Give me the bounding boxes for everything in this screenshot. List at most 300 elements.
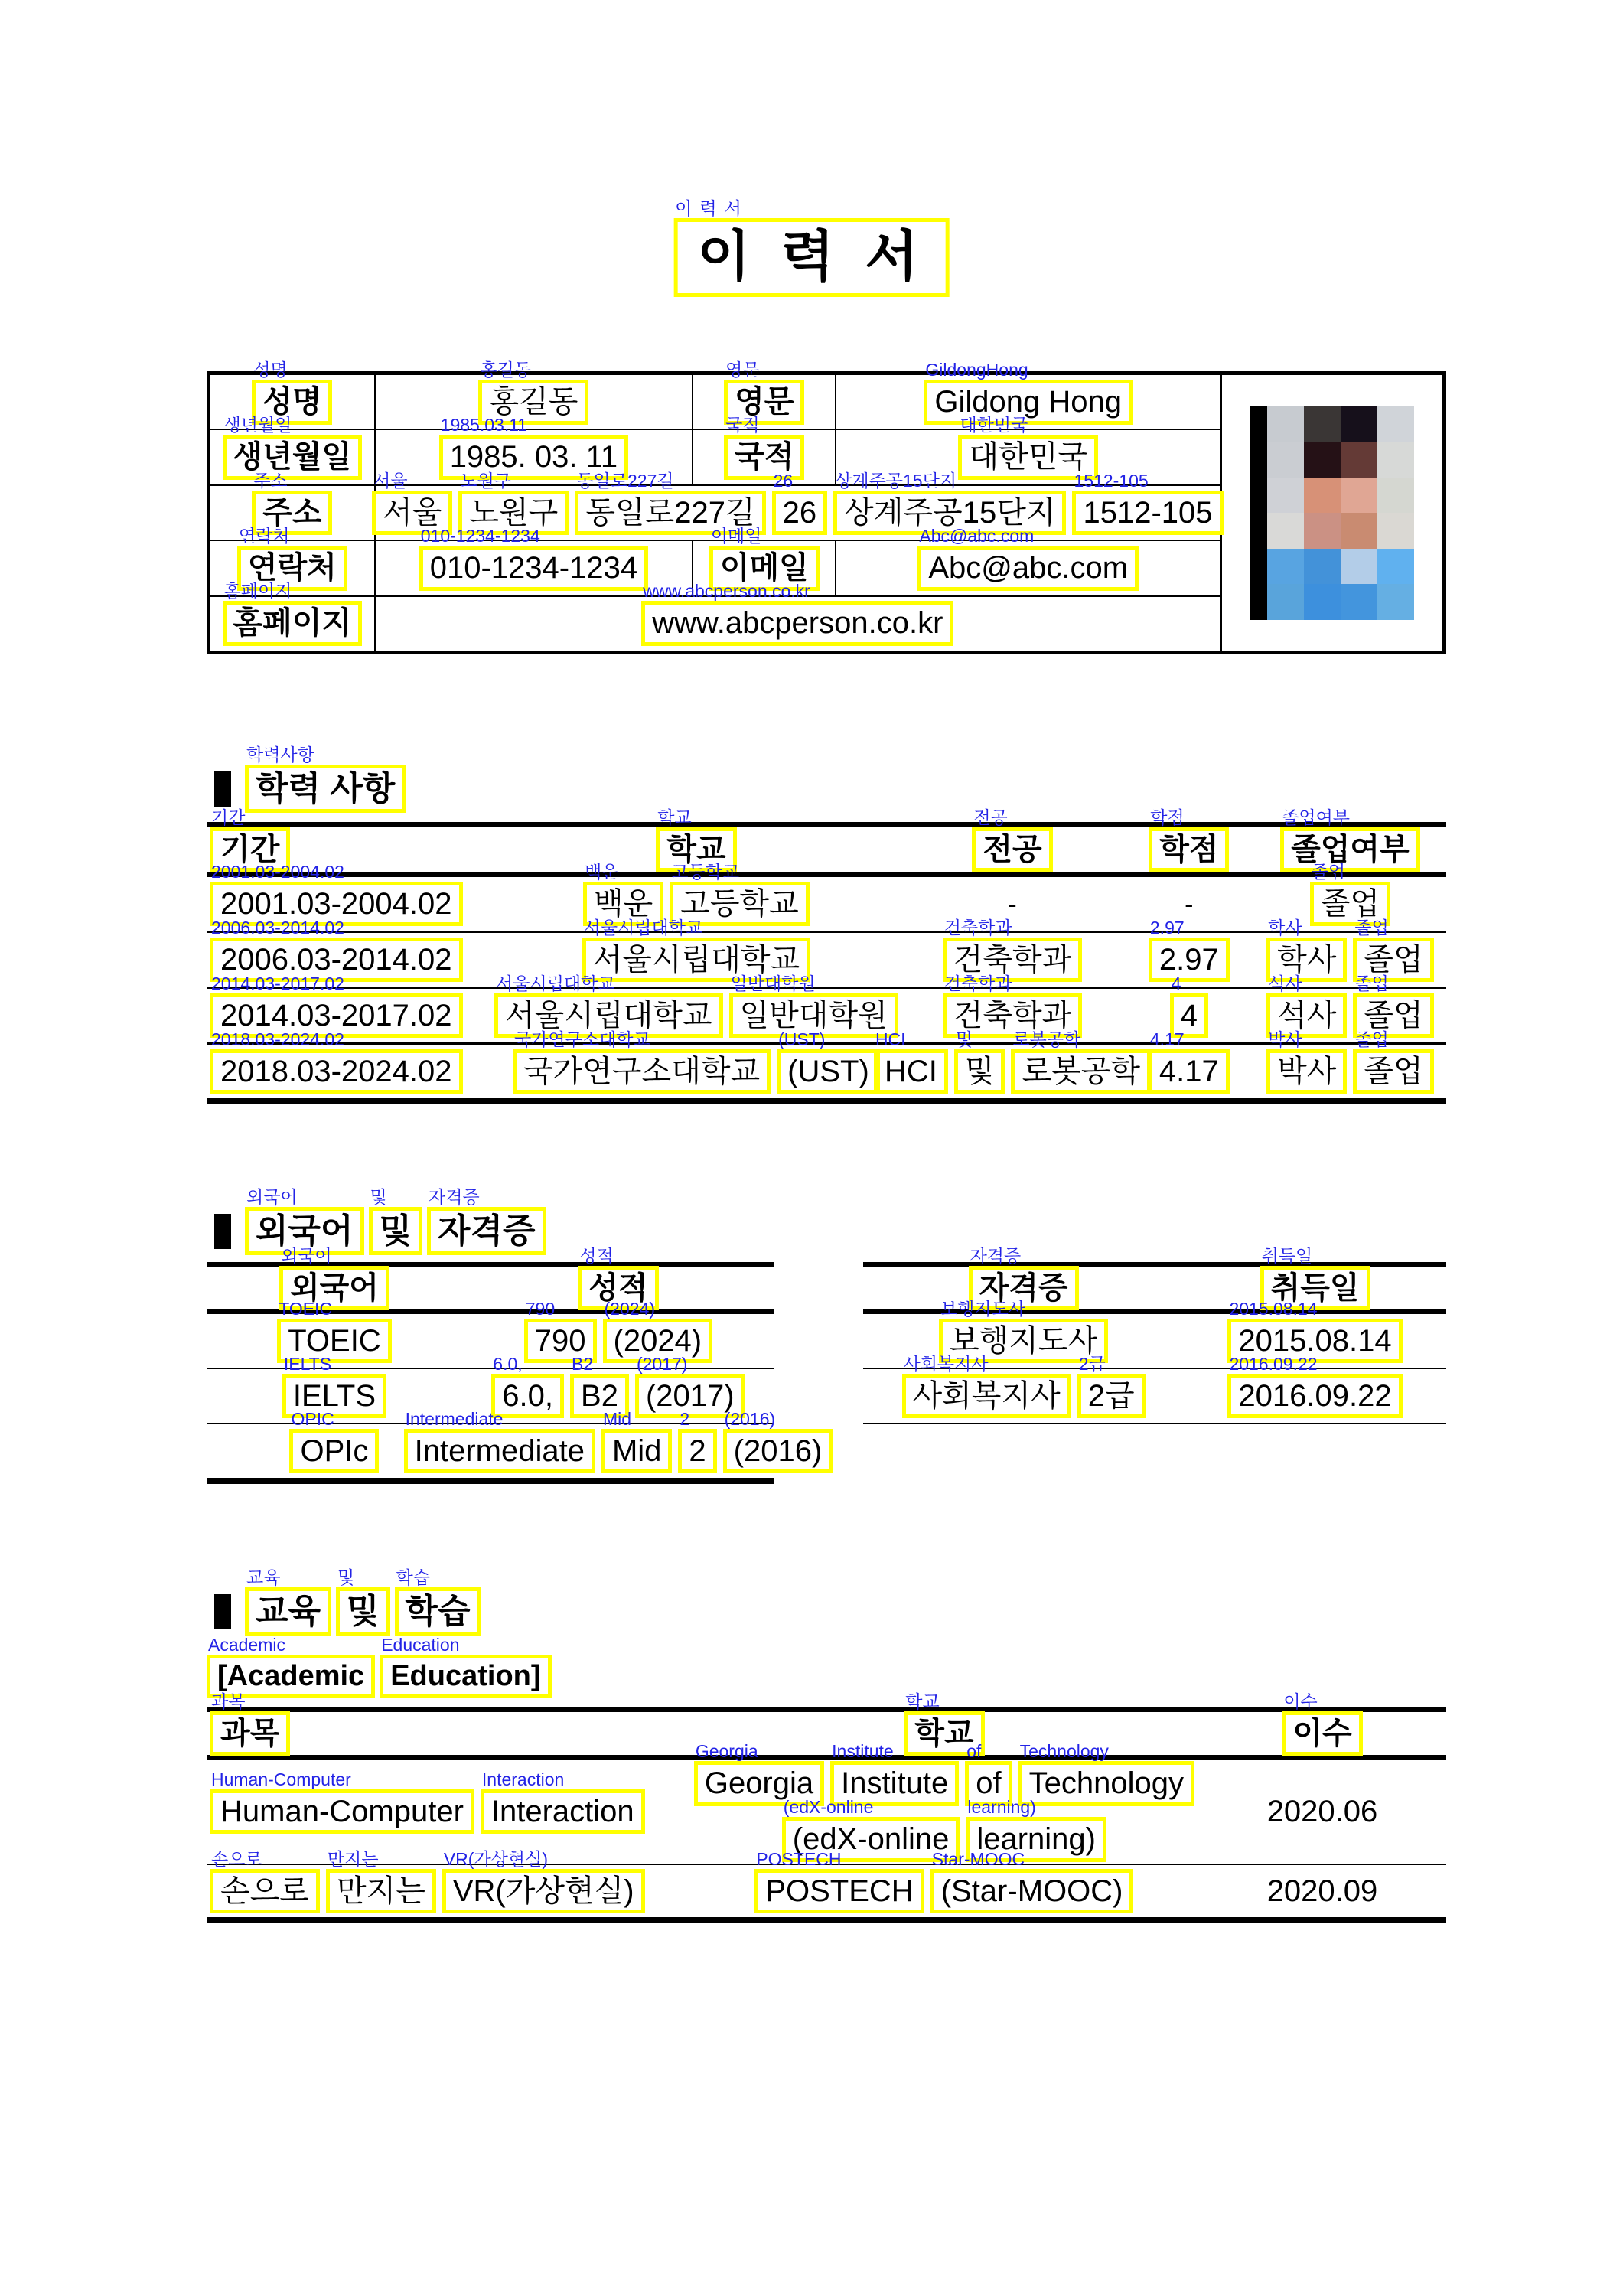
- section-bullet-icon: [214, 1214, 231, 1249]
- ocr-token: [245, 745, 406, 813]
- personal-info-row: [210, 359, 1220, 429]
- ocr-token: [1149, 807, 1229, 872]
- token-text: 및: [369, 1207, 423, 1255]
- education-history-table: [207, 807, 1446, 1104]
- photo-pixel: [1304, 478, 1341, 514]
- ocr-label: 취득일: [1261, 1245, 1313, 1266]
- photo-pixel: [1267, 584, 1304, 620]
- token-text: 2018.03-2024.02: [210, 1049, 463, 1094]
- token-text: -: [1185, 890, 1194, 920]
- photo-pixel: [1341, 406, 1377, 442]
- ocr-token: [601, 1408, 672, 1474]
- table-row: [207, 1848, 1446, 1917]
- token-text: 2020.09: [1266, 1874, 1378, 1908]
- token-line: [210, 1691, 290, 1756]
- ocr-label: 백운: [584, 861, 619, 882]
- field-value: [835, 526, 1220, 595]
- token-text: Gildong Hong: [924, 380, 1133, 425]
- ocr-label: 790: [525, 1298, 556, 1319]
- field-label: [210, 470, 374, 540]
- photo-pixel: [1341, 478, 1377, 514]
- token-text: 교육: [245, 1587, 331, 1636]
- personal-info-row: [210, 581, 1220, 651]
- token-text: 2006.03-2014.02: [210, 938, 463, 983]
- ocr-label: Technology: [1019, 1741, 1109, 1762]
- ocr-token: [369, 1187, 423, 1255]
- token-text: learning): [966, 1817, 1106, 1862]
- token-text: 상계주공15단지: [833, 491, 1066, 536]
- ocr-label: 학력사항: [246, 745, 314, 765]
- token-text: 010-1234-1234: [419, 546, 648, 591]
- ocr-label: 2001.03-2004.02: [211, 861, 344, 882]
- section-education-history: [214, 745, 406, 813]
- token-line: [223, 581, 363, 646]
- ocr-token: [1149, 1029, 1230, 1094]
- token-line: [924, 359, 1133, 425]
- token-line: [1181, 886, 1196, 921]
- photo-pixel: [1267, 478, 1304, 514]
- ocr-token: [404, 1408, 595, 1474]
- photo-pixel: [1267, 513, 1304, 549]
- token-text: 및: [336, 1587, 390, 1636]
- photo-pixel: [1304, 406, 1341, 442]
- ocr-token: [1266, 1029, 1347, 1094]
- column-header-cell: [690, 1691, 1198, 1755]
- token-line: [210, 1848, 645, 1914]
- token-text: 4.17: [1149, 1049, 1230, 1094]
- token-text: 이메일: [709, 546, 820, 591]
- table-cell: [405, 1408, 823, 1478]
- token-text: HCI: [874, 1049, 948, 1094]
- token-line: [289, 1408, 379, 1474]
- ocr-token: [1227, 1353, 1402, 1419]
- ocr-label: 2급: [1078, 1353, 1106, 1374]
- ocr-label: VR(가상현실): [443, 1848, 548, 1869]
- ocr-token: [673, 198, 950, 297]
- token-text: 국적: [724, 435, 804, 480]
- personal-info-rows: [210, 359, 1220, 651]
- ocr-label: 2014.03-2017.02: [211, 973, 344, 993]
- table-row: [207, 861, 1446, 931]
- ocr-label: Mid: [602, 1408, 632, 1429]
- ocr-token: [874, 1029, 948, 1094]
- ocr-token: [336, 1567, 390, 1636]
- token-line: [419, 526, 648, 591]
- ocr-label: 상계주공15단지: [835, 470, 957, 491]
- token-text: 2020.06: [1266, 1794, 1378, 1828]
- ocr-label: B2: [572, 1353, 594, 1374]
- token-text: 고등학교: [670, 882, 810, 927]
- ocr-token: [513, 1029, 771, 1094]
- ocr-label: 학교: [905, 1691, 940, 1711]
- ocr-label: (2017): [636, 1353, 688, 1374]
- token-line: [513, 1029, 880, 1094]
- table-cell: [1254, 1029, 1446, 1098]
- field-label: [692, 359, 835, 429]
- ocr-label: 및: [370, 1187, 387, 1207]
- token-line: [754, 1848, 1133, 1914]
- ocr-label: 이력서: [675, 198, 749, 218]
- ocr-token: [481, 1769, 645, 1835]
- resume-title: [673, 198, 950, 297]
- token-text: IELTS: [282, 1374, 386, 1419]
- token-text: 자격증: [969, 1266, 1079, 1311]
- token-text: 성적: [578, 1266, 658, 1311]
- ocr-token: [1011, 1029, 1151, 1094]
- token-text: 서울시립대학교: [494, 993, 722, 1039]
- token-text: 졸업: [1353, 993, 1433, 1039]
- token-text: 서울: [372, 491, 452, 536]
- ocr-label: 이메일: [710, 526, 762, 546]
- token-text: 취득일: [1260, 1266, 1370, 1311]
- table-cell: [207, 1760, 690, 1864]
- token-text: OPIc: [289, 1429, 379, 1474]
- token-text: VR(가상현실): [442, 1869, 645, 1914]
- token-text: 사회복지사: [902, 1374, 1071, 1419]
- token-text: Education]: [380, 1655, 551, 1698]
- ocr-token: [326, 1848, 436, 1914]
- ocr-label: 만지는: [327, 1848, 379, 1869]
- ocr-label: 학교: [657, 807, 692, 827]
- ocr-token: [223, 581, 363, 646]
- table-header-row: [207, 1691, 1446, 1760]
- ocr-label: learning): [967, 1797, 1036, 1817]
- ocr-token: [1280, 807, 1420, 872]
- ocr-label: 졸업: [1311, 861, 1346, 882]
- token-text: Human-Computer: [210, 1789, 474, 1835]
- table-cell: [207, 1848, 690, 1917]
- ocr-token: [442, 1848, 645, 1914]
- token-text: 2001.03-2004.02: [210, 882, 463, 927]
- token-line: [1264, 1793, 1381, 1831]
- photo-pixel: [1304, 513, 1341, 549]
- ocr-label: 건축학과: [943, 973, 1012, 993]
- photo-pixel: [1267, 406, 1304, 442]
- ocr-label: Abc@abc.com: [919, 526, 1035, 546]
- table-row: [207, 917, 1446, 987]
- ocr-label: 2016.09.22: [1229, 1353, 1318, 1374]
- ocr-token: [395, 1567, 481, 1636]
- token-line: [210, 1029, 463, 1094]
- ocr-token: [972, 807, 1052, 872]
- ocr-token: [210, 1029, 463, 1094]
- token-text: 로봇공학: [1011, 1049, 1151, 1094]
- personal-info-table: [207, 359, 1446, 654]
- table-row: [207, 1029, 1446, 1098]
- ocr-label: 6.0,: [493, 1353, 523, 1374]
- ocr-label: 영문: [725, 359, 760, 380]
- ocr-label: 외국어: [246, 1187, 298, 1207]
- ocr-label: 26: [773, 470, 794, 491]
- ocr-label: 2: [680, 1408, 690, 1429]
- photo-pixel: [1377, 406, 1414, 442]
- field-value: [374, 581, 1220, 651]
- ocr-label: 외국어: [280, 1245, 332, 1266]
- token-text: (Star-MOOC): [930, 1869, 1134, 1914]
- ocr-label: (edX-online: [783, 1797, 874, 1817]
- token-text: (2024): [603, 1319, 713, 1364]
- field-label: [210, 415, 374, 484]
- token-text: 및: [954, 1049, 1005, 1094]
- table-cell: [1124, 917, 1254, 987]
- token-line: [917, 526, 1139, 591]
- photo-pixel: [1377, 478, 1414, 514]
- ocr-token: [380, 1635, 551, 1698]
- table-cell: [1124, 973, 1254, 1042]
- ocr-label: TOEIC: [279, 1298, 333, 1319]
- table-cell: [1198, 1865, 1446, 1917]
- ocr-label: Georgia: [695, 1741, 758, 1762]
- photo-pixel: [1377, 549, 1414, 585]
- token-text: 손으로: [210, 1869, 320, 1914]
- section-education-learning: [214, 1567, 481, 1636]
- token-text: 자격증: [427, 1207, 546, 1255]
- token-text: 연락처: [237, 546, 347, 591]
- column-header-cell: [207, 1245, 462, 1309]
- ocr-label: of: [966, 1741, 982, 1762]
- ocr-label: 2006.03-2014.02: [211, 917, 344, 938]
- token-line: [1005, 886, 1019, 921]
- ocr-label: www.abcperson.co.kr: [643, 581, 810, 602]
- ocr-token: [210, 1769, 474, 1835]
- ocr-token: [1018, 1741, 1194, 1806]
- token-text: 학사: [1266, 938, 1347, 983]
- token-text: Mid: [601, 1429, 672, 1474]
- section-bullet-icon: [214, 1594, 231, 1629]
- text-token: [1005, 886, 1019, 921]
- section-title-tokens: [245, 745, 406, 813]
- ocr-label: 자격증: [429, 1187, 480, 1207]
- token-line: [223, 415, 363, 480]
- photo-pixel: [1341, 513, 1377, 549]
- token-text: 서울시립대학교: [582, 938, 810, 983]
- token-text: 박사: [1266, 1049, 1347, 1094]
- ocr-token: [1149, 917, 1230, 983]
- token-text: of: [965, 1761, 1012, 1806]
- token-text: TOEIC: [277, 1319, 392, 1364]
- table-header-row: [207, 807, 1446, 877]
- ocr-token: [419, 526, 648, 591]
- token-text: 주소: [252, 491, 332, 536]
- token-text: 노원구: [458, 491, 569, 536]
- table-cell: [207, 1029, 492, 1098]
- token-text: 이수: [1282, 1711, 1362, 1756]
- token-text: 2.97: [1149, 938, 1230, 983]
- ocr-label: Interaction: [481, 1769, 565, 1789]
- ocr-label: (UST): [778, 1029, 826, 1049]
- token-text: 외국어: [245, 1207, 364, 1255]
- ocr-label: 졸업: [1354, 1029, 1389, 1049]
- token-line: [404, 1408, 833, 1474]
- token-text: 790: [524, 1319, 597, 1364]
- token-text: Georgia: [694, 1761, 824, 1806]
- token-text: 졸업여부: [1280, 827, 1420, 872]
- ocr-label: 2.97: [1149, 917, 1185, 938]
- ocr-label: 고등학교: [671, 861, 740, 882]
- token-text: 학습: [395, 1587, 481, 1636]
- ocr-label: 일반대학원: [730, 973, 816, 993]
- token-text: 이 력 서: [673, 218, 950, 297]
- table-row: [207, 1741, 1446, 1864]
- ocr-token: [289, 1408, 379, 1474]
- ocr-label: 1512-105: [1074, 470, 1149, 491]
- token-line: [1264, 1873, 1381, 1910]
- ocr-token: [723, 1408, 833, 1474]
- ocr-label: 기간: [211, 807, 246, 827]
- token-line: [1149, 807, 1229, 872]
- ocr-label: 2015.08.14: [1229, 1298, 1318, 1319]
- ocr-token: [917, 526, 1139, 591]
- token-text: 1985. 03. 11: [439, 435, 628, 480]
- ocr-token: [678, 1408, 716, 1474]
- ocr-token: [1282, 1691, 1362, 1756]
- token-line: [641, 581, 953, 646]
- ocr-token: [777, 1029, 880, 1094]
- ocr-token: [245, 1567, 331, 1636]
- ocr-label: Star-MOOC: [931, 1848, 1025, 1869]
- token-text: Abc@abc.com: [917, 546, 1139, 591]
- photo-pixel: [1341, 549, 1377, 585]
- table-row: [207, 973, 1446, 1042]
- ocr-label: 4: [1171, 973, 1181, 993]
- ocr-token: [210, 1848, 320, 1914]
- ocr-token: [1353, 1029, 1433, 1094]
- photo-pixel: [1341, 442, 1377, 478]
- academic-education-subtitle: [207, 1635, 552, 1698]
- photo-pixel-grid: [1267, 406, 1414, 620]
- table-cell: [1184, 1353, 1446, 1423]
- section-language-certificates: [214, 1187, 546, 1255]
- ocr-label: Education: [381, 1635, 460, 1655]
- ocr-label: 연락처: [238, 526, 290, 546]
- token-text: 성명: [252, 380, 332, 425]
- ocr-label: 노원구: [460, 470, 512, 491]
- photo-pixel: [1267, 442, 1304, 478]
- ocr-label: 서울시립대학교: [583, 917, 703, 938]
- ocr-label: 자격증: [970, 1245, 1022, 1266]
- token-text: (edX-online: [782, 1817, 960, 1862]
- token-text: 건축학과: [943, 993, 1083, 1039]
- token-text: 일반대학원: [729, 993, 898, 1039]
- token-text: (2016): [723, 1429, 833, 1474]
- ocr-label: Intermediate: [405, 1408, 504, 1429]
- ocr-label: 교육: [246, 1567, 281, 1587]
- ocr-label: 동일로227길: [576, 470, 674, 491]
- photo-pixel: [1377, 513, 1414, 549]
- token-text: 학점: [1149, 827, 1229, 872]
- ocr-label: 학습: [396, 1567, 430, 1587]
- ocr-label: 졸업: [1354, 917, 1389, 938]
- text-token: [1264, 1793, 1381, 1831]
- language-score-table: [207, 1245, 823, 1484]
- ocr-token: [210, 1691, 290, 1756]
- token-text: 홈페이지: [223, 601, 363, 646]
- field-label: [692, 415, 835, 484]
- token-text: 졸업: [1353, 938, 1433, 983]
- table-cell: [207, 1298, 462, 1368]
- ocr-label: 성명: [253, 359, 288, 380]
- section-bullet-icon: [214, 771, 231, 807]
- token-text: 대한민국: [958, 435, 1098, 480]
- token-line: [694, 1741, 1194, 1806]
- token-text: 동일로227길: [575, 491, 765, 536]
- token-text: 2014.03-2017.02: [210, 993, 463, 1039]
- ocr-label: IELTS: [283, 1353, 332, 1374]
- ocr-token: [924, 359, 1133, 425]
- token-text: 기간: [210, 827, 290, 872]
- certificate-table: [863, 1245, 1446, 1424]
- ocr-token: [954, 1029, 1005, 1094]
- token-text: 홍길동: [478, 380, 588, 425]
- token-text: 2016.09.22: [1227, 1374, 1402, 1419]
- token-text: 2급: [1077, 1374, 1146, 1419]
- column-header-cell: [901, 807, 1124, 872]
- token-line: [874, 1029, 1151, 1094]
- token-text: 석사: [1266, 993, 1347, 1039]
- token-text: 학력 사항: [245, 765, 406, 813]
- ocr-token: [1077, 1353, 1146, 1419]
- token-line: [972, 807, 1052, 872]
- column-header-cell: [1198, 1691, 1446, 1755]
- token-text: (2017): [635, 1374, 745, 1419]
- table-cell: [690, 1848, 1198, 1917]
- ocr-label: POSTECH: [756, 1848, 842, 1869]
- ocr-label: (2024): [604, 1298, 655, 1319]
- field-value: [374, 359, 692, 429]
- ocr-label: OPIC: [291, 1408, 334, 1429]
- ocr-token: [902, 1353, 1071, 1419]
- profile-photo: [1250, 406, 1414, 620]
- column-header-cell: [1254, 807, 1446, 872]
- token-text: 4: [1170, 993, 1208, 1039]
- ocr-label: Human-Computer: [211, 1769, 351, 1789]
- photo-pixel: [1267, 549, 1304, 585]
- ocr-label: 생년월일: [223, 415, 292, 435]
- text-token: [1181, 886, 1196, 921]
- token-text: 졸업: [1310, 882, 1390, 927]
- photo-pixel: [1341, 584, 1377, 620]
- ocr-label: 서울: [373, 470, 408, 491]
- personal-info-row: [210, 415, 1220, 484]
- ocr-label: 주소: [253, 470, 288, 491]
- token-line: [1282, 1691, 1362, 1756]
- token-text: 2015.08.14: [1227, 1319, 1402, 1364]
- photo-pixel: [1304, 584, 1341, 620]
- token-text: 국가연구소대학교: [513, 1049, 771, 1094]
- token-text: Institute: [830, 1761, 959, 1806]
- ocr-token: [223, 415, 363, 480]
- table-cell: [863, 1353, 1184, 1423]
- ocr-label: 4.17: [1149, 1029, 1185, 1049]
- ocr-label: 전공: [973, 807, 1008, 827]
- ocr-label: Academic: [208, 1635, 285, 1655]
- token-text: 6.0,: [491, 1374, 564, 1419]
- token-text: 건축학과: [943, 938, 1083, 983]
- ocr-label: 박사: [1268, 1029, 1302, 1049]
- token-text: Intermediate: [404, 1429, 595, 1474]
- token-text: B2: [570, 1374, 629, 1419]
- ocr-label: 보행지도사: [940, 1298, 1026, 1319]
- table-cell: [875, 1029, 1141, 1098]
- token-text: www.abcperson.co.kr: [641, 601, 953, 646]
- text-token: [1264, 1873, 1381, 1910]
- ocr-token: [427, 1187, 546, 1255]
- token-text: 학교: [904, 1711, 984, 1756]
- ocr-token: [1072, 470, 1223, 536]
- table-cell: [690, 1741, 1198, 1864]
- ocr-label: 사회복지사: [903, 1353, 989, 1374]
- section-title-tokens: [245, 1567, 481, 1636]
